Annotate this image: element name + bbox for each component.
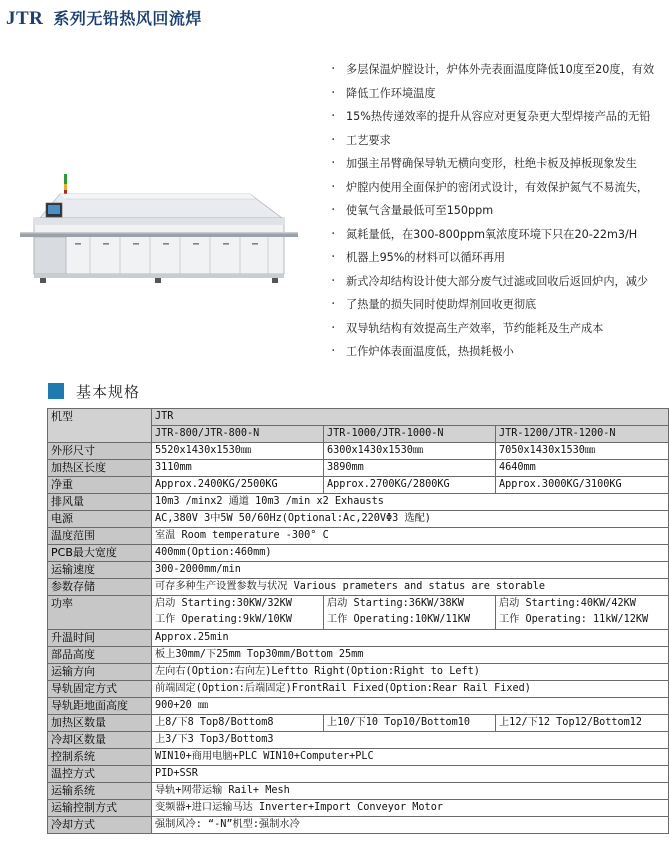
table-row (48, 630, 669, 647)
spec-label: 排风量 (48, 494, 152, 511)
table-row (48, 596, 669, 630)
spec-value: 前端固定(Option:后端固定)FrontRail Fixed(Option:Rear Rail Fixed) (152, 681, 669, 698)
spec-value: 400mm(Option:460mm) (152, 545, 669, 562)
table-row (48, 494, 669, 511)
model-name: JTR-1000/JTR-1000-N (324, 426, 496, 443)
table-row (48, 579, 669, 596)
spec-label: PCB最大宽度 (48, 545, 152, 562)
spec-label: 电源 (48, 511, 152, 528)
feature-list (328, 58, 668, 364)
spec-label: 控制系统 (48, 749, 152, 766)
feature-item: · 炉膛内使用全面保护的密闭式设计，有效保护氮气不易流失， (328, 176, 668, 200)
table-row (48, 664, 669, 681)
table-row (48, 647, 669, 664)
spec-value: Approx.2700KG/2800KG (324, 477, 496, 494)
spec-value: 可存多种生产设置参数与状况 Various prameters and status are storable (152, 579, 669, 596)
spec-label: 冷却方式 (48, 817, 152, 834)
spec-value (324, 596, 496, 630)
spec-label: 冷却区数量 (48, 732, 152, 749)
spec-value: 板上30mm/下25mm Top30mm/Bottom 25mm (152, 647, 669, 664)
feature-item: · 15%热传递效率的提升从容应对更复杂更大型焊接产品的无铅 (328, 105, 668, 129)
table-row (48, 698, 669, 715)
feature-item: · 机器上95%的材料可以循环再用 (328, 246, 668, 270)
power-starting: 启动 Starting:40KW/42KW (499, 598, 636, 609)
spec-value (496, 596, 669, 630)
spec-label: 功率 (48, 596, 152, 630)
feature-item: · 使氧气含量最低可至150ppm (328, 199, 668, 223)
spec-value: AC,380V 3中5W 50/60Hz(Optional:Ac,220VΦ3 选配) (152, 511, 669, 528)
power-starting: 启动 Starting:30KW/32KW (155, 598, 292, 609)
spec-value: 3890mm (324, 460, 496, 477)
spec-label: 外形尺寸 (48, 443, 152, 460)
section-header (48, 381, 140, 401)
model-name: JTR-1200/JTR-1200-N (496, 426, 669, 443)
spec-value: 300-2000mm/min (152, 562, 669, 579)
spec-value: 4640mm (496, 460, 669, 477)
spec-label: 部品高度 (48, 647, 152, 664)
spec-value: PID+SSR (152, 766, 669, 783)
table-row (48, 800, 669, 817)
spec-value: 变频器+进口运输马达 Inverter+Import Conveyor Motor (152, 800, 669, 817)
spec-value: 3110mm (152, 460, 324, 477)
spec-label: 参数存储 (48, 579, 152, 596)
table-row (48, 749, 669, 766)
spec-value: 上3/下3 Top3/Bottom3 (152, 732, 669, 749)
table-row (48, 409, 669, 426)
feature-item: · 了热量的损失同时使助焊剂回收更彻底 (328, 293, 668, 317)
spec-label: 导轨固定方式 (48, 681, 152, 698)
spec-value: 5520x1430x1530㎜ (152, 443, 324, 460)
feature-item: · 加强主吊臂确保导轨无横向变形，杜绝卡板及掉板现象发生 (328, 152, 668, 176)
table-row (48, 817, 669, 834)
table-row (48, 562, 669, 579)
power-operating: 工作 Operating:10KW/11KW (327, 614, 471, 625)
table-row (48, 511, 669, 528)
table-row (48, 732, 669, 749)
feature-item: · 工作炉体表面温度低，热损耗极小 (328, 340, 668, 364)
page-title (6, 6, 202, 30)
spec-value: 室温 Room temperature -300° C (152, 528, 669, 545)
spec-value: 左向右(Option:右向左)Leftto Right(Option:Right to Left) (152, 664, 669, 681)
section-title: 基本规格 (76, 382, 141, 401)
feature-item: · 氮耗量低，在300-800ppm氧浓度环境下只在20-22m3/H (328, 223, 668, 247)
spec-label: 温度范围 (48, 528, 152, 545)
spec-label: 机型 (48, 409, 152, 443)
spec-value: 900+20 ㎜ (152, 698, 669, 715)
spec-label: 升温时间 (48, 630, 152, 647)
spec-value: 上10/下10 Top10/Bottom10 (324, 715, 496, 732)
table-row (48, 766, 669, 783)
spec-label: 净重 (48, 477, 152, 494)
table-row (48, 443, 669, 460)
spec-value: Approx.3000KG/3100KG (496, 477, 669, 494)
table-row (48, 545, 669, 562)
power-starting: 启动 Starting:36KW/38KW (327, 598, 464, 609)
spec-value: WIN10+商用电脑+PLC WIN10+Computer+PLC (152, 749, 669, 766)
spec-label: 运输系统 (48, 783, 152, 800)
brand-name: JTR (6, 8, 44, 29)
spec-value: Approx.25min (152, 630, 669, 647)
feature-item: · 双导轨结构有效提高生产效率，节约能耗及生产成本 (328, 317, 668, 341)
section-marker-icon (48, 383, 64, 399)
power-operating: 工作 Operating:9kW/10KW (155, 614, 292, 625)
spec-label: 加热区数量 (48, 715, 152, 732)
spec-value: 强制风冷: “-N”机型:强制水冷 (152, 817, 669, 834)
feature-item: · 多层保温炉膛设计，炉体外壳表面温度降低10度至20度，有效 (328, 58, 668, 82)
table-row (48, 528, 669, 545)
table-row (48, 715, 669, 732)
spec-label: 运输速度 (48, 562, 152, 579)
spec-label: 加热区长度 (48, 460, 152, 477)
reflow-oven-image (20, 170, 298, 285)
spec-value: 10m3 /minx2 通道 10m3 /min x2 Exhausts (152, 494, 669, 511)
spec-label: 运输控制方式 (48, 800, 152, 817)
table-row (48, 477, 669, 494)
spec-value: 上12/下12 Top12/Bottom12 (496, 715, 669, 732)
feature-item: · 工艺要求 (328, 129, 668, 153)
spec-value: 上8/下8 Top8/Bottom8 (152, 715, 324, 732)
spec-value: 导轨+网带运输 Rail+ Mesh (152, 783, 669, 800)
feature-item: · 新式冷却结构设计使大部分废气过滤或回收后返回炉内，减少 (328, 270, 668, 294)
spec-value: 7050x1430x1530㎜ (496, 443, 669, 460)
table-row (48, 783, 669, 800)
table-row (48, 460, 669, 477)
model-name: JTR-800/JTR-800-N (152, 426, 324, 443)
power-operating: 工作 Operating: 11kW/12KW (499, 614, 649, 625)
series-name: JTR (152, 409, 669, 426)
spec-table (47, 408, 669, 834)
feature-item: · 降低工作环境温度 (328, 82, 668, 106)
spec-value: Approx.2400KG/2500KG (152, 477, 324, 494)
spec-label: 温控方式 (48, 766, 152, 783)
spec-label: 运输方向 (48, 664, 152, 681)
spec-value: 6300x1430x1530㎜ (324, 443, 496, 460)
spec-value (152, 596, 324, 630)
spec-label: 导轨距地面高度 (48, 698, 152, 715)
table-row (48, 681, 669, 698)
product-title: 系列无铅热风回流焊 (53, 9, 202, 28)
